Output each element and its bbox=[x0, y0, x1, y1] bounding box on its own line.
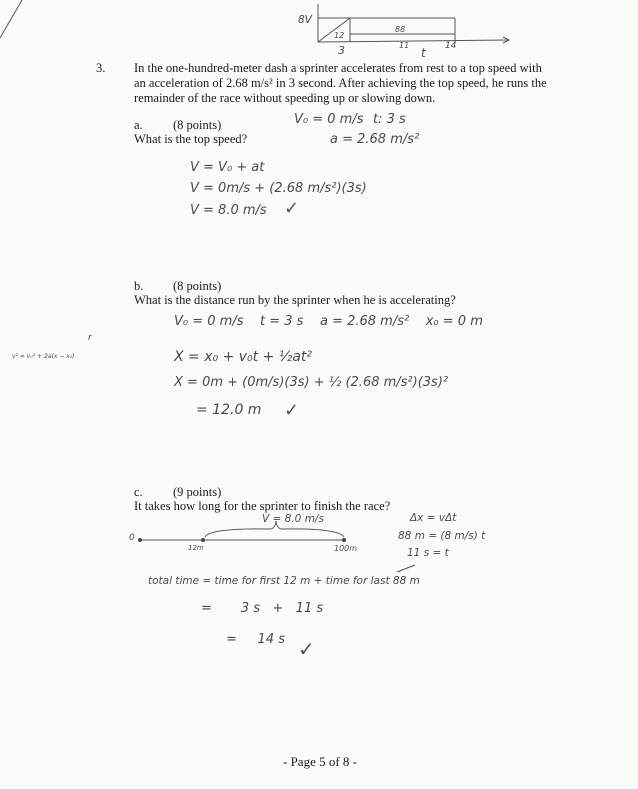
part-a-given-t: t: 3 s bbox=[373, 112, 406, 127]
part-c-side-eq2: 88 m = (8 m/s) t bbox=[398, 530, 486, 542]
race-mark-100m: 100m bbox=[334, 544, 358, 553]
part-b-line1: X = x₀ + v₀t + ½at² bbox=[174, 349, 313, 365]
part-b-points: (8 points) bbox=[173, 279, 222, 293]
part-c-question: It takes how long for the sprinter to finish the race? bbox=[134, 499, 391, 513]
part-c-side-eq3: 11 s = t bbox=[407, 547, 449, 559]
part-b-label: b. bbox=[134, 279, 144, 293]
problem-number: 3. bbox=[96, 61, 106, 75]
part-c-label: c. bbox=[134, 485, 143, 499]
graph-tick-14: 14 bbox=[445, 41, 457, 51]
part-a-line1: V = V₀ + at bbox=[190, 160, 265, 175]
part-a-given-a: a = 2.68 m/s² bbox=[330, 132, 420, 147]
margin-note: v² = v₀² + 2a(x − x₀) bbox=[12, 353, 75, 360]
graph-x-label: t bbox=[421, 46, 426, 60]
part-a-label: a. bbox=[134, 118, 143, 132]
part-c-line3: = 14 s bbox=[226, 632, 286, 647]
graph-box-label: 88 bbox=[395, 25, 406, 34]
part-a-given-v0: V₀ = 0 m/s bbox=[294, 112, 364, 127]
problem-text: In the one-hundred-meter dash a sprinter accelerates from rest to a top speed with an acceleration of 2.68 m/s² in 3 second. After achieving the top speed, he runs the remainder of the race without speeding up or slowing down. bbox=[134, 61, 547, 105]
graph-tick-11: 11 bbox=[399, 41, 410, 50]
part-c-line1: total time = time for first 12 m + time for last 88 m bbox=[148, 575, 420, 587]
part-c-points: (9 points) bbox=[173, 485, 222, 499]
part-a-points: (8 points) bbox=[173, 118, 222, 132]
part-c-side-eq1: Δx = vΔt bbox=[410, 512, 457, 524]
part-b-check-mark: ✓ bbox=[284, 400, 300, 421]
race-diagram bbox=[0, 515, 638, 555]
part-a-check-mark: ✓ bbox=[284, 198, 300, 219]
part-a-question: What is the top speed? bbox=[134, 132, 248, 146]
part-c-velocity-label: V = 8.0 m/s bbox=[262, 513, 324, 525]
race-mark-12m: 12m bbox=[188, 544, 204, 552]
part-c-check-mark: ✓ bbox=[298, 637, 315, 661]
velocity-time-sketch bbox=[0, 0, 638, 60]
part-b-given: V₀ = 0 m/s t = 3 s a = 2.68 m/s² x₀ = 0 m bbox=[174, 314, 483, 329]
race-start-zero: 0 bbox=[129, 533, 135, 543]
part-b-line3: = 12.0 m bbox=[196, 402, 262, 418]
margin-tick: r bbox=[88, 333, 92, 343]
part-b-question: What is the distance run by the sprinter when he is accelerating? bbox=[134, 293, 456, 307]
page-footer: - Page 5 of 8 - bbox=[283, 754, 358, 769]
part-b-line2: X = 0m + (0m/s)(3s) + ½ (2.68 m/s²)(3s)² bbox=[174, 375, 449, 390]
part-a-line2: V = 0m/s + (2.68 m/s²)(3s) bbox=[190, 181, 367, 196]
graph-tick-3: 3 bbox=[338, 44, 345, 57]
graph-y-label: 8V bbox=[298, 14, 312, 26]
graph-ramp-label: 12 bbox=[334, 31, 345, 40]
part-a-line3: V = 8.0 m/s bbox=[190, 203, 267, 218]
part-c-line2: = 3 s + 11 s bbox=[201, 601, 324, 616]
